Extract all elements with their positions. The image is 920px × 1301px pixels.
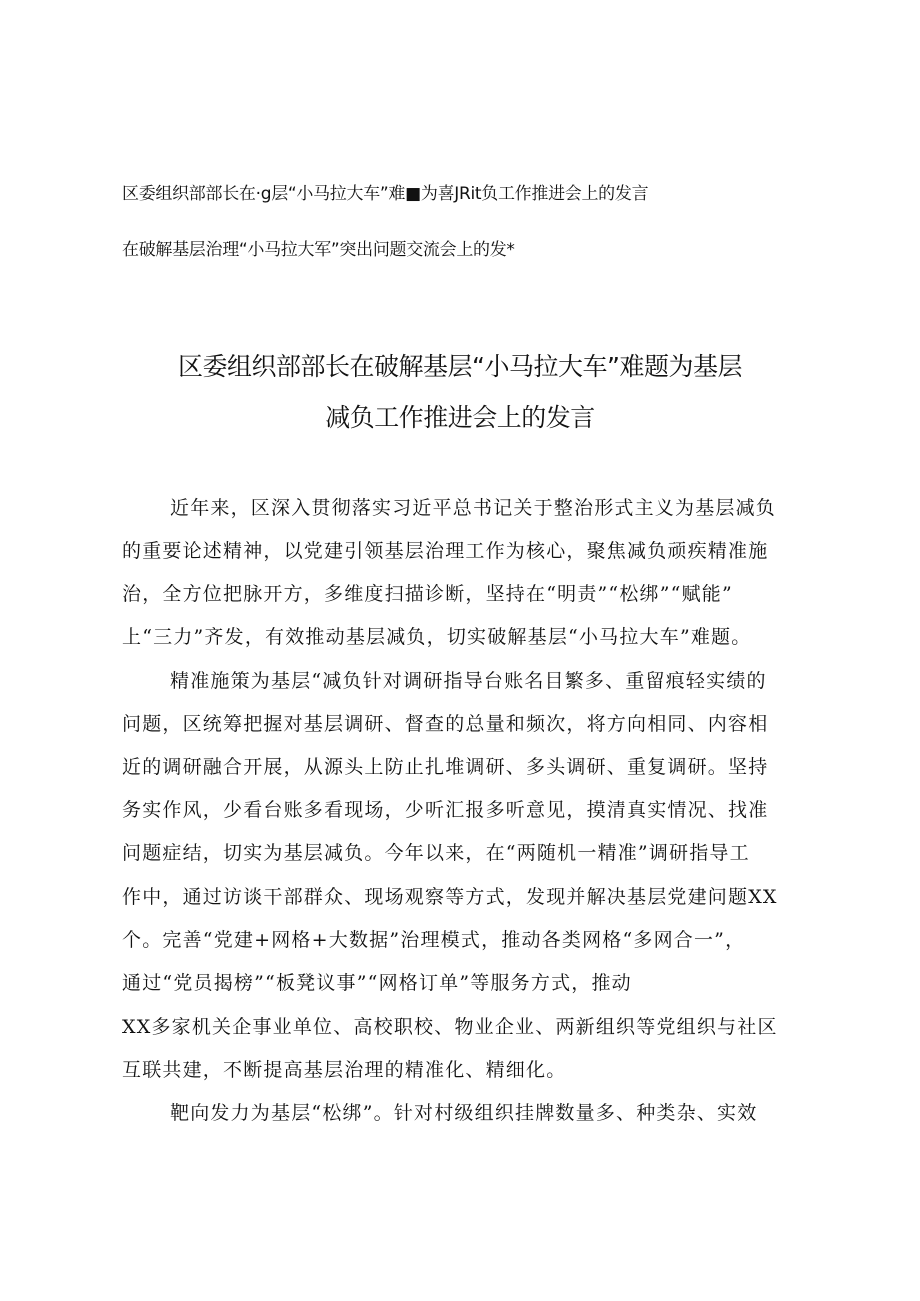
body-line: 精准施策为基层“减负针对调研指导台账名目繁多、重留痕轻实绩的 (170, 670, 767, 692)
toc-entry-1: 区委组织部部长在·g层“小马拉大车”难■为喜JRit负工作推进会上的发言 (122, 184, 649, 204)
body-line: 问题，区统筹把握对基层调研、督查的总量和频次，将方向相同、内容相 (122, 713, 769, 735)
body-line: 作中，通过访谈干部群众、现场观察等方式，发现并解决基层党建问题XX (122, 886, 778, 908)
body-line: 靶向发力为基层“松绑”。针对村级组织挂牌数量多、种类杂、实效 (170, 1102, 758, 1124)
toc-entry-2: 在破解基层治理“小马拉大军”突出问题交流会上的发* (122, 240, 515, 260)
body-line: XX多家机关企事业单位、高校职校、物业企业、两新组织等党组织与社区 (122, 1016, 778, 1038)
document-title-line-1: 区委组织部部长在破解基层“小马拉大车”难题为基层 (178, 352, 742, 381)
body-line: 近的调研融合开展，从源头上防止扎堆调研、多头调研、重复调研。坚持 (122, 756, 769, 778)
document-title-line-2: 减负工作推进会上的发言 (325, 403, 595, 432)
body-line: 问题症结，切实为基层减负。今年以来，在“两随机一精准”调研指导工 (122, 842, 750, 864)
body-line: 上“三力”齐发，有效推动基层减负，切实破解基层“小马拉大车”难题。 (122, 626, 752, 648)
body-line: 个。完善“党建+网格+大数据”治理模式，推动各类网格“多网合一”， (122, 929, 746, 951)
body-line: 互联共建，不断提高基层治理的精准化、精细化。 (122, 1059, 567, 1081)
body-line: 务实作风，少看台账多看现场，少听汇报多听意见，摸清真实情况、找准 (122, 799, 769, 821)
body-line: 治，全方位把脉开方，多维度扫描诊断，坚持在“明责”“松绑”“赋能” (122, 583, 733, 605)
body-line: 的重要论述精神，以党建引领基层治理工作为核心，聚焦减负顽疾精准施 (122, 540, 769, 562)
body-line: 近年来，区深入贯彻落实习近平总书记关于整治形式主义为基层减负 (170, 497, 777, 519)
body-line: 通过“党员揭榜”“板凳议事”“网格订单”等服务方式，推动 (122, 972, 632, 994)
